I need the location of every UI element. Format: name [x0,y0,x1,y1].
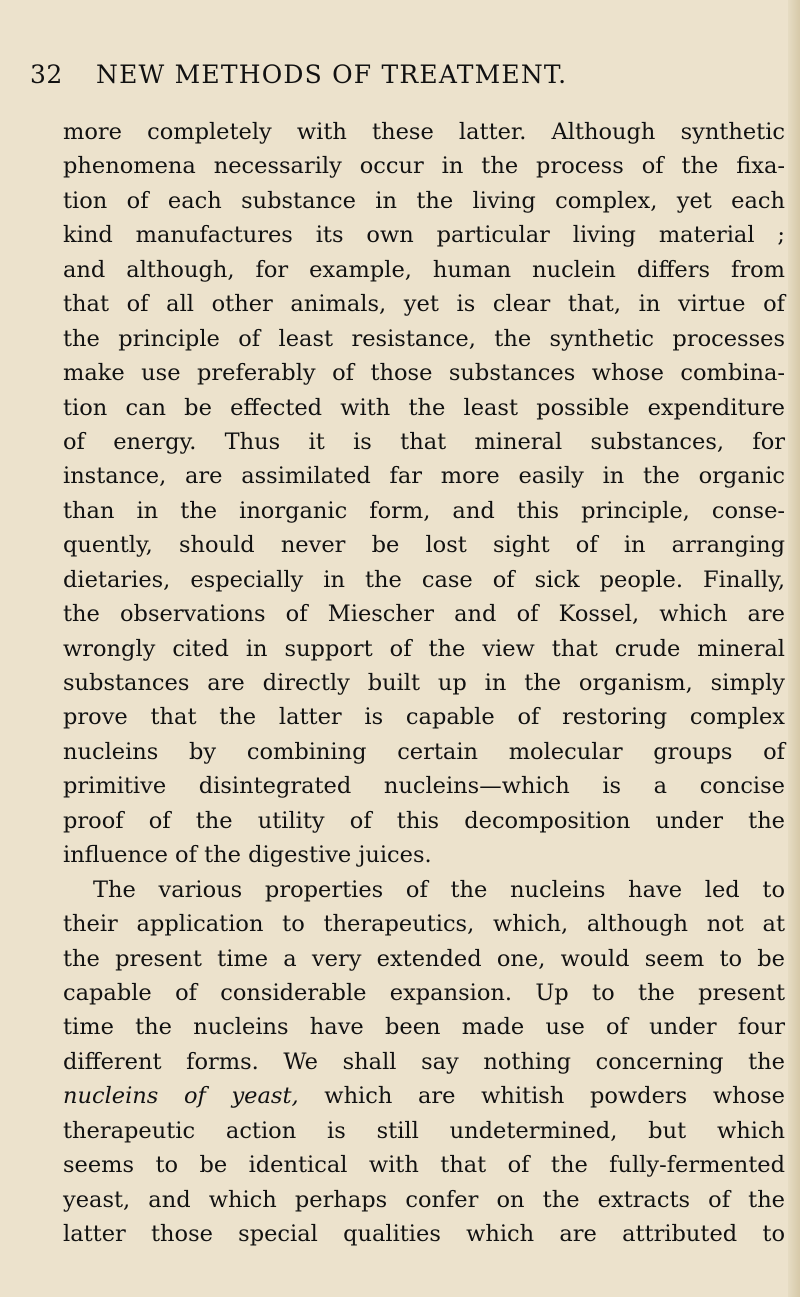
text-line: yeast, and which perhaps confer on the extracts of the [63,1186,785,1213]
text-line: quently, should never be lost sight of in arranging [63,532,785,559]
text-line: than in the inorganic form, and this principle, conse- [63,497,785,524]
text-line: nucleins by combining certain molecular groups of [63,738,785,765]
text-line: their application to therapeutics, which, although not at [63,911,785,938]
text-line: instance, are assimilated far more easily in the organic [63,463,785,490]
text-line: time the nucleins have been made use of under four [63,1014,785,1041]
text-line: and although, for example, human nuclein differs from [63,256,785,283]
text-line: substances are directly built up in the organism, simply [63,670,785,696]
text-line: prove that the latter is capable of restoring complex [63,704,785,731]
text-line: dietaries, especially in the case of sick people. Finally, [63,566,785,593]
paragraph-start-line: The various properties of the nucleins have led to [93,876,785,903]
running-title: NEW METHODS OF TREATMENT. [96,60,568,89]
text-line: phenomena necessarily occur in the process of the fixa- [63,153,785,180]
page-header [30,60,745,100]
page-edge-shadow [788,0,800,1297]
line-remainder: which are whitish powders whose [298,1083,785,1110]
text-line: different forms. We shall say nothing concerning the [63,1048,785,1075]
italic-term: nucleins of yeast, [63,1083,299,1110]
text-line: the present time a very extended one, would seem to be [63,945,785,972]
text-line: the principle of least resistance, the synthetic processes [63,325,785,352]
text-line: that of all other animals, yet is clear that, in virtue of [63,291,785,318]
paragraph-end-line: influence of the digestive juices. [63,842,432,869]
text-line-mixed [63,1079,785,1113]
text-line: latter those special qualities which are attributed to [63,1221,785,1247]
text-line: seems to be identical with that of the fully-fermented [63,1152,785,1179]
text-line: proof of the utility of this decomposition under the [63,807,785,834]
text-line: of energy. Thus it is that mineral substances, for [63,428,785,455]
text-line: capable of considerable expansion. Up to the present [63,979,785,1006]
text-line: make use preferably of those substances whose combina- [63,360,785,387]
text-line: therapeutic action is still undetermined, but which [63,1117,785,1144]
text-line: tion can be effected with the least possible expenditure [63,394,785,421]
text-line: the observations of Miescher and of Kossel, which are [63,601,785,628]
text-line: kind manufactures its own particular living material ; [63,222,785,249]
text-line: tion of each substance in the living complex, yet each [63,187,785,214]
text-line: more completely with these latter. Although synthetic [63,119,785,145]
text-line: wrongly cited in support of the view that crude mineral [63,635,785,662]
body-text [63,115,785,1251]
text-line: primitive disintegrated nucleins—which is a concise [63,773,785,800]
page-number: 32 [30,60,63,89]
